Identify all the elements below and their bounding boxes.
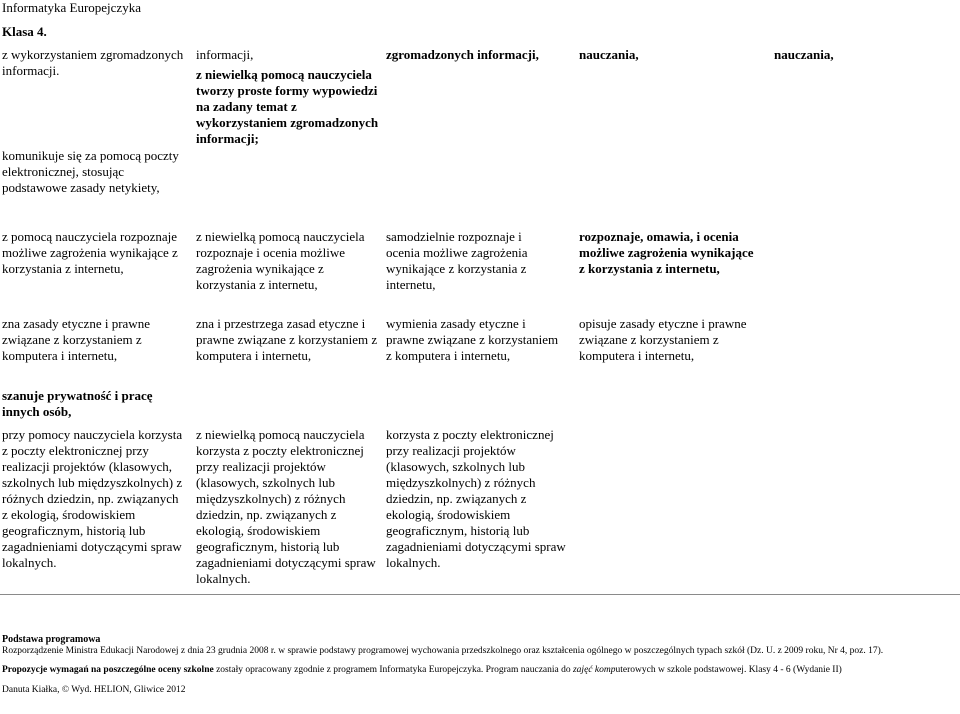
cell-threats-c2: z niewielką pomocą nauczyciela rozpoznaje i ocenia możliwe zagrożenia wynikające z korzystania z internetu,: [196, 229, 365, 292]
cell-top-c2-line1: informacji,: [196, 47, 254, 62]
footer-proposal: [2, 665, 958, 677]
cell-threats-c1: z pomocą nauczyciela rozpoznaje możliwe zagrożenia wynikające z korzystania z internetu,: [2, 229, 178, 276]
footer-author: Danuta Kiałka, © Wyd. HELION, Gliwice 2012: [2, 684, 186, 695]
cell-top-c3: zgromadzonych informacji,: [386, 47, 539, 62]
footer: [2, 634, 958, 696]
class-label: Klasa 4.: [2, 24, 47, 39]
cell-projects-c1: przy pomocy nauczyciela korzysta z poczty elektronicznej przy realizacji projektów (klasowych, szkolnych lub międzyszkolnych) z różnych dziedzin, np. związanych z ekologią, środowiskiem geograficznym, historią lub zagadnieniami dotyczącymi spraw lokalnych.: [2, 427, 183, 570]
cell-ethics-c2: zna i przestrzega zasad etyczne i prawne związane z korzystaniem z komputera i internetu,: [196, 316, 378, 363]
cell-email-c1: komunikuje się za pomocą poczty elektronicznej, stosując podstawowe zasady netykiety,: [2, 148, 179, 195]
cell-privacy-c1: szanuje prywatność i pracę innych osób,: [2, 388, 153, 419]
cell-top-c2: [196, 47, 381, 147]
cell-top-c5: nauczania,: [774, 47, 834, 62]
footer-regulation: Rozporządzenie Ministra Edukacji Narodowej z dnia 23 grudnia 2008 r. w sprawie podstawy programowej wychowania przedszkolnego oraz kształcenia ogólnego w poszczególnych typach szkół (Dz. U. z 2009 roku, Nr 4, poz. 17).: [2, 645, 884, 656]
cell-projects-c3: korzysta z poczty elektronicznej przy realizacji projektów (klasowych, szkolnych lub międzyszkolnych) z różnych dziedzin, np. związanych z ekologią, środowiskiem geograficznym, historią lub zagadnieniami dotyczącymi spraw lokalnych.: [386, 427, 566, 570]
cell-threats-c4: rozpoznaje, omawia, i ocenia możliwe zagrożenia wynikające z korzystania z internetu,: [579, 229, 754, 276]
cell-threats-c3: samodzielnie rozpoznaje i ocenia możliwe zagrożenia wynikające z korzystania z internetu,: [386, 229, 528, 292]
cell-ethics-c3: wymienia zasady etyczne i prawne związane z korzystaniem z komputera i internetu,: [386, 316, 559, 363]
cell-ethics-c4: opisuje zasady etyczne i prawne związane z korzystaniem z komputera i internetu,: [579, 316, 747, 363]
cell-projects-c2: z niewielką pomocą nauczyciela korzysta z poczty elektronicznej przy realizacji projektów (klasowych, szkolnych lub międzyszkolnych) z różnych dziedzin, np. związanych z ekologią, środowiskiem geograficznym, historią lub zagadnieniami dotyczącymi spraw lokalnych.: [196, 427, 376, 586]
cell-top-c4: nauczania,: [579, 47, 639, 62]
footer-proposal-bold: Propozycje wymagań na poszczególne oceny szkolne: [2, 665, 214, 675]
cell-ethics-c1: zna zasady etyczne i prawne związane z korzystaniem z komputera i internetu,: [2, 316, 150, 363]
page-header-title: Informatyka Europejczyka: [2, 0, 141, 15]
footer-heading: Podstawa programowa: [2, 634, 101, 645]
footer-proposal-italic: zajęć komp: [572, 665, 616, 675]
requirements-table: [0, 42, 960, 595]
cell-top-c1: z wykorzystaniem zgromadzonych informacji.: [2, 47, 184, 78]
footer-proposal-text: zostały opracowany zgodnie z programem Informatyka Europejczyka. Program nauczania do: [213, 665, 573, 675]
footer-proposal-end: uterowych w szkole podstawowej. Klasy 4 - 6 (Wydanie II): [615, 665, 842, 675]
cell-top-c2-bold: z niewielką pomocą nauczyciela tworzy proste formy wypowiedzi na zadany temat z wykorzystaniem zgromadzonych informacji;: [196, 67, 379, 146]
